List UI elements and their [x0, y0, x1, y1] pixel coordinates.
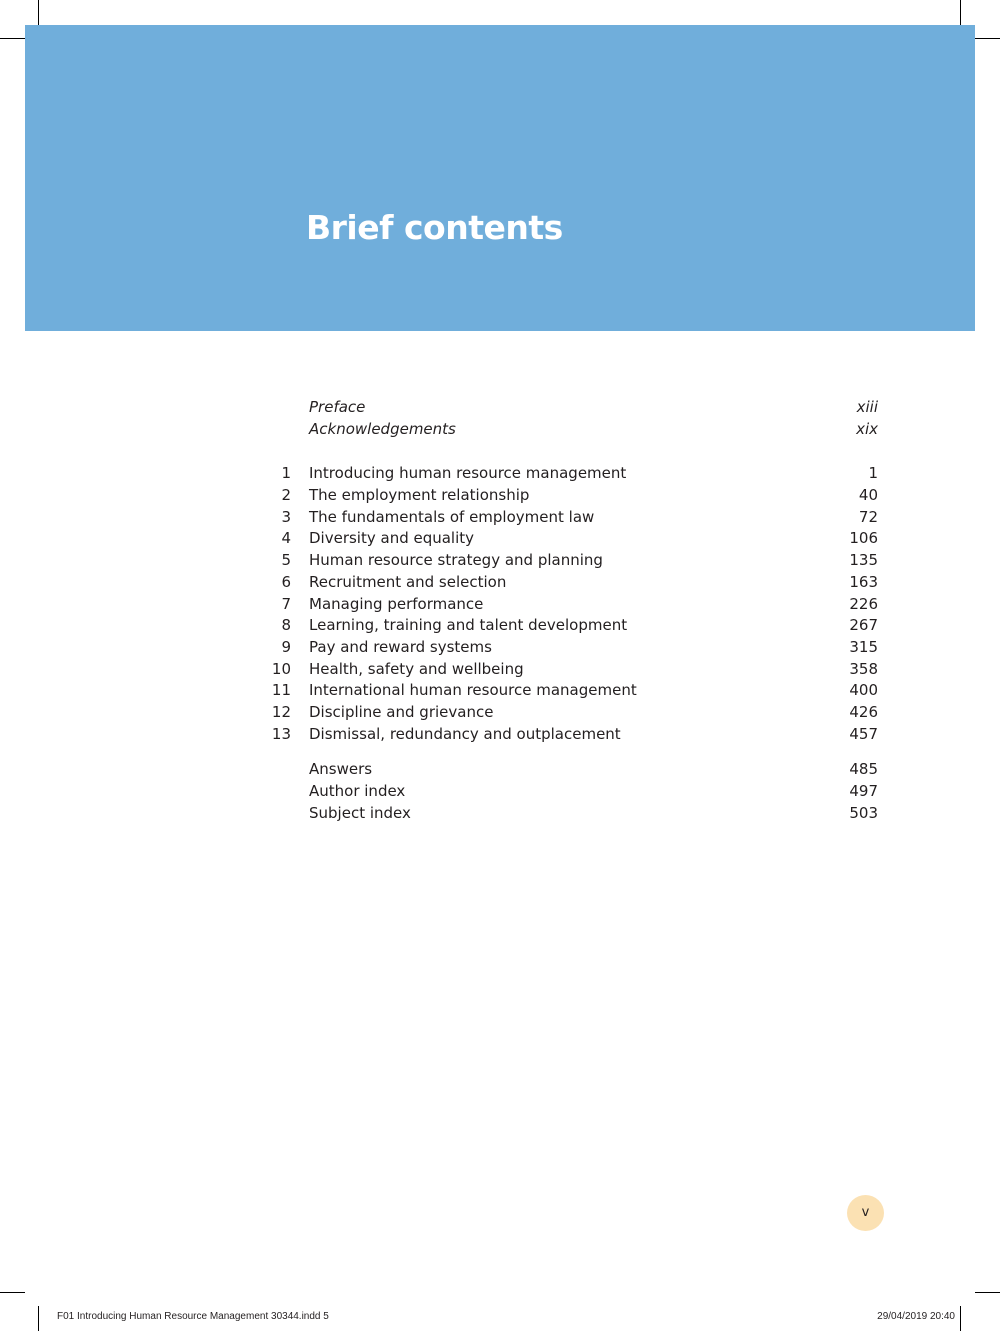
toc-entry-page: 163: [849, 572, 878, 591]
chapter-number: 2: [281, 486, 291, 505]
toc-entry-page: 400: [849, 681, 878, 700]
toc-entry-page: 267: [849, 616, 878, 635]
toc-entry-title: Discipline and grievance: [309, 702, 494, 721]
toc-spacer: [260, 745, 880, 759]
crop-mark-top-left-horizontal: [0, 38, 25, 39]
chapter-entry: [260, 680, 880, 702]
crop-mark-top-right-horizontal: [975, 38, 1000, 39]
chapter-entry: [260, 702, 880, 724]
page-number-badge: v: [847, 1195, 884, 1231]
chapter-entry: [260, 724, 880, 746]
chapter-number: 10: [271, 659, 291, 678]
print-slug-filename: F01 Introducing Human Resource Management 30344.indd 5: [57, 1311, 329, 1322]
toc-entry-title: Managing performance: [309, 594, 484, 613]
toc-entry-page: 426: [849, 702, 878, 721]
crop-mark-bottom-right-horizontal: [975, 1292, 1000, 1293]
toc-entry-page: 40: [858, 486, 878, 505]
toc-entry-page: 497: [849, 782, 878, 800]
toc-spacer: [260, 440, 880, 463]
back-matter-entry: [260, 759, 880, 781]
front-matter-entry: [260, 397, 880, 419]
back-matter-entry: [260, 803, 880, 825]
chapter-number: 13: [271, 724, 291, 743]
toc-entry-page: 485: [849, 760, 878, 779]
chapter-number: 3: [281, 507, 291, 526]
toc-entry-title: Diversity and equality: [309, 529, 475, 548]
chapter-number: 5: [281, 551, 291, 570]
chapter-number: 4: [281, 529, 291, 548]
toc-entry-title: Subject index: [309, 803, 411, 822]
toc-entry-page: xiii: [856, 398, 878, 416]
chapter-entry: [260, 594, 880, 616]
toc-entry-title: Human resource strategy and planning: [309, 551, 603, 570]
toc-entry-title: The employment relationship: [309, 486, 530, 505]
chapter-list: [260, 463, 880, 745]
toc-entry-title: International human resource management: [309, 681, 637, 700]
toc-entry-title: Preface: [309, 398, 366, 416]
crop-mark-top-right-vertical: [960, 0, 961, 25]
toc-entry-title: Learning, training and talent development: [309, 616, 628, 635]
chapter-number: 12: [271, 702, 291, 721]
chapter-entry: [260, 550, 880, 572]
back-matter-list: [260, 759, 880, 824]
chapter-entry: [260, 637, 880, 659]
toc-entry-page: 457: [849, 724, 878, 743]
toc-entry-page: 1: [868, 464, 878, 483]
toc-entry-title: Introducing human resource management: [309, 464, 627, 483]
crop-mark-bottom-left-horizontal: [0, 1292, 25, 1293]
chapter-number: 6: [281, 572, 291, 591]
chapter-number: 1: [281, 464, 291, 483]
crop-mark-bottom-right-vertical: [960, 1306, 961, 1331]
front-matter-list: [260, 397, 880, 440]
print-slug-timestamp: 29/04/2019 20:40: [877, 1311, 955, 1322]
chapter-number: 7: [281, 594, 291, 613]
header-band: [25, 25, 975, 331]
toc-entry-title: Recruitment and selection: [309, 572, 507, 591]
table-of-contents: [260, 397, 880, 824]
toc-entry-title: The fundamentals of employment law: [309, 507, 595, 526]
chapter-number: 9: [281, 637, 291, 656]
toc-entry-page: 315: [849, 637, 878, 656]
crop-mark-bottom-left-vertical: [38, 1306, 39, 1331]
chapter-entry: [260, 659, 880, 681]
toc-entry-title: Acknowledgements: [309, 419, 456, 438]
chapter-entry: [260, 507, 880, 529]
chapter-entry: [260, 463, 880, 485]
toc-entry-title: Health, safety and wellbeing: [309, 659, 524, 678]
toc-entry-title: Answers: [309, 760, 373, 779]
chapter-entry: [260, 615, 880, 637]
front-matter-entry: [260, 419, 880, 441]
toc-entry-title: Dismissal, redundancy and outplacement: [309, 724, 621, 743]
toc-entry-page: 226: [849, 594, 878, 613]
chapter-entry: [260, 572, 880, 594]
chapter-entry: [260, 528, 880, 550]
toc-entry-page: 135: [849, 551, 878, 570]
crop-mark-top-left-vertical: [38, 0, 39, 25]
toc-entry-title: Pay and reward systems: [309, 637, 492, 656]
back-matter-entry: [260, 781, 880, 803]
toc-entry-page: 503: [849, 803, 878, 822]
page-title: Brief contents: [306, 208, 563, 247]
toc-entry-page: 72: [858, 507, 878, 526]
toc-entry-page: 106: [849, 529, 878, 548]
toc-entry-title: Author index: [309, 782, 406, 800]
chapter-number: 8: [281, 616, 291, 635]
chapter-number: 11: [271, 681, 291, 700]
chapter-entry: [260, 485, 880, 507]
toc-entry-page: xix: [856, 419, 878, 438]
toc-entry-page: 358: [849, 659, 878, 678]
